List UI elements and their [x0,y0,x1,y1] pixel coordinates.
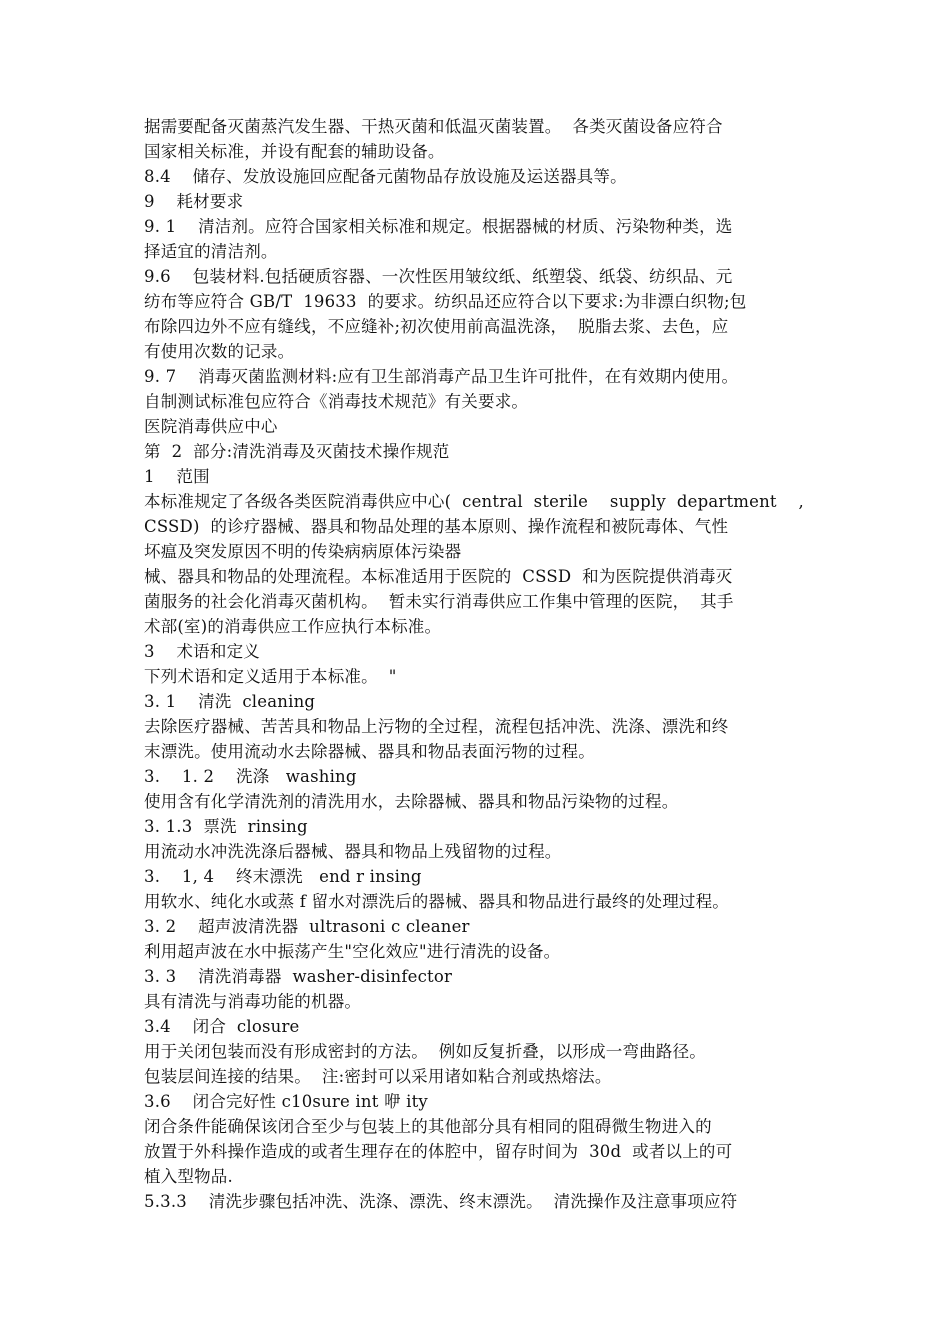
text-line: 用软水、纯化水或蒸 f 留水对漂洗后的器械、器具和物品进行最终的处理过程。 [144,892,729,911]
section-heading: 3 术语和定义 [144,642,260,661]
text-line: 国家相关标准，并设有配套的辅助设备。 [144,142,445,161]
text-line: 9.6 包装材料.包括硬质容器、一次性医用皱纹纸、纸塑袋、纸袋、纺织品、元 [144,267,733,286]
text-line: 9. 7 消毒灭菌监测材料:应有卫生部消毒产品卫生许可批件，在有效期内使用。 [144,367,739,386]
document-title: 医院消毒供应中心 [144,417,278,436]
term-heading: 3. 1, 4 终末漂洗 end r insing [144,867,422,886]
text-line: CSSD) 的诊疗器械、器具和物品处理的基本原则、操作流程和被阮毒体、气性 [144,517,729,536]
term-heading: 3.4 闭合 closure [144,1017,300,1036]
term-heading: 3. 1.3 票洗 rinsing [144,817,308,836]
text-line: 9. 1 清洁剂。应符合国家相关标准和规定。根据器械的材质、污染物种类，选 [144,217,733,236]
text-line: 使用含有化学清洗剂的清洗用水，去除器械、器具和物品污染物的过程。 [144,792,679,811]
term-heading: 3. 3 清洗消毒器 washer-disinfector [144,967,453,986]
term-heading: 3. 1. 2 洗涤 washing [144,767,357,786]
text-line: 包装层间连接的结果。 注:密封可以采用诸如粘合剂或热熔法。 [144,1067,612,1086]
text-line: 闭合条件能确保该闭合至少与包装上的其他部分具有相同的阻碍微生物进入的 [144,1117,712,1136]
text-line: 械、器具和物品的处理流程。本标准适用于医院的 CSSD 和为医院提供消毒灭 [144,567,733,586]
text-line: 菌服务的社会化消毒灭菌机构。 暂未实行消毒供应工作集中管理的医院， 其手 [144,592,734,611]
text-line: 择适宜的清洁剂。 [144,242,278,261]
text-line: 坏瘟及突发原因不明的传染病病原体污染器 [144,542,462,561]
text-line: 去除医疗器械、苦苦具和物品上污物的全过程，流程包括冲洗、洗涤、漂洗和终 [144,717,729,736]
text-line: 利用超声波在水中振荡产生"空化效应"进行清洗的设备。 [144,942,561,961]
text-line: 布除四边外不应有缝线，不应缝补;初次使用前高温洗涤， 脱脂去浆、去色，应 [144,317,729,336]
text-line: 本标准规定了各级各类医院消毒供应中心( central sterile supply department , [144,492,804,511]
section-heading: 9 耗材要求 [144,192,244,211]
text-line: 用于关闭包装而没有形成密封的方法。 例如反复折叠，以形成一弯曲路径。 [144,1042,706,1061]
text-line: 5.3.3 清洗步骤包括冲洗、洗涤、漂洗、终末漂洗。 清洗操作及注意事项应符 [144,1192,738,1211]
text-line: 末漂洗。使用流动水去除器械、器具和物品表面污物的过程。 [144,742,595,761]
text-line: 据需要配备灭菌蒸汽发生器、干热灭菌和低温灭菌装置。 各类灭菌设备应符合 [144,117,723,136]
text-line: 有使用次数的记录。 [144,342,295,361]
text-line: 自制测试标准包应符合《消毒技术规范》有关要求。 [144,392,529,411]
text-line: 术部(室)的消毒供应工作应执行本标准。 [144,617,442,636]
section-heading: 1 范围 [144,467,210,486]
text-line: 放置于外科操作造成的或者生理存在的体腔中，留存时间为 30d 或者以上的可 [144,1142,733,1161]
term-heading: 3. 1 清洗 cleaning [144,692,316,711]
text-line: 纺布等应符合 GB/T 19633 的要求。纺织品还应符合以下要求:为非漂白织物;包 [144,292,747,311]
text-line: 用流动水冲洗洗涤后器械、器具和物品上残留物的过程。 [144,842,562,861]
part-heading: 第 2 部分:清洗消毒及灭菌技术操作规范 [144,442,450,461]
term-heading: 3.6 闭合完好性 c10sure int 咿 ity [144,1092,428,1111]
text-line: 植入型物品. [144,1167,233,1186]
text-line: 具有清洗与消毒功能的机器。 [144,992,362,1011]
text-line: 下列术语和定义适用于本标准。 " [144,667,397,686]
term-heading: 3. 2 超声波清洗器 ultrasoni c cleaner [144,917,470,936]
document-body [144,114,834,1214]
text-line: 8.4 储存、发放设施回应配备元菌物品存放设施及运送器具等。 [144,167,627,186]
